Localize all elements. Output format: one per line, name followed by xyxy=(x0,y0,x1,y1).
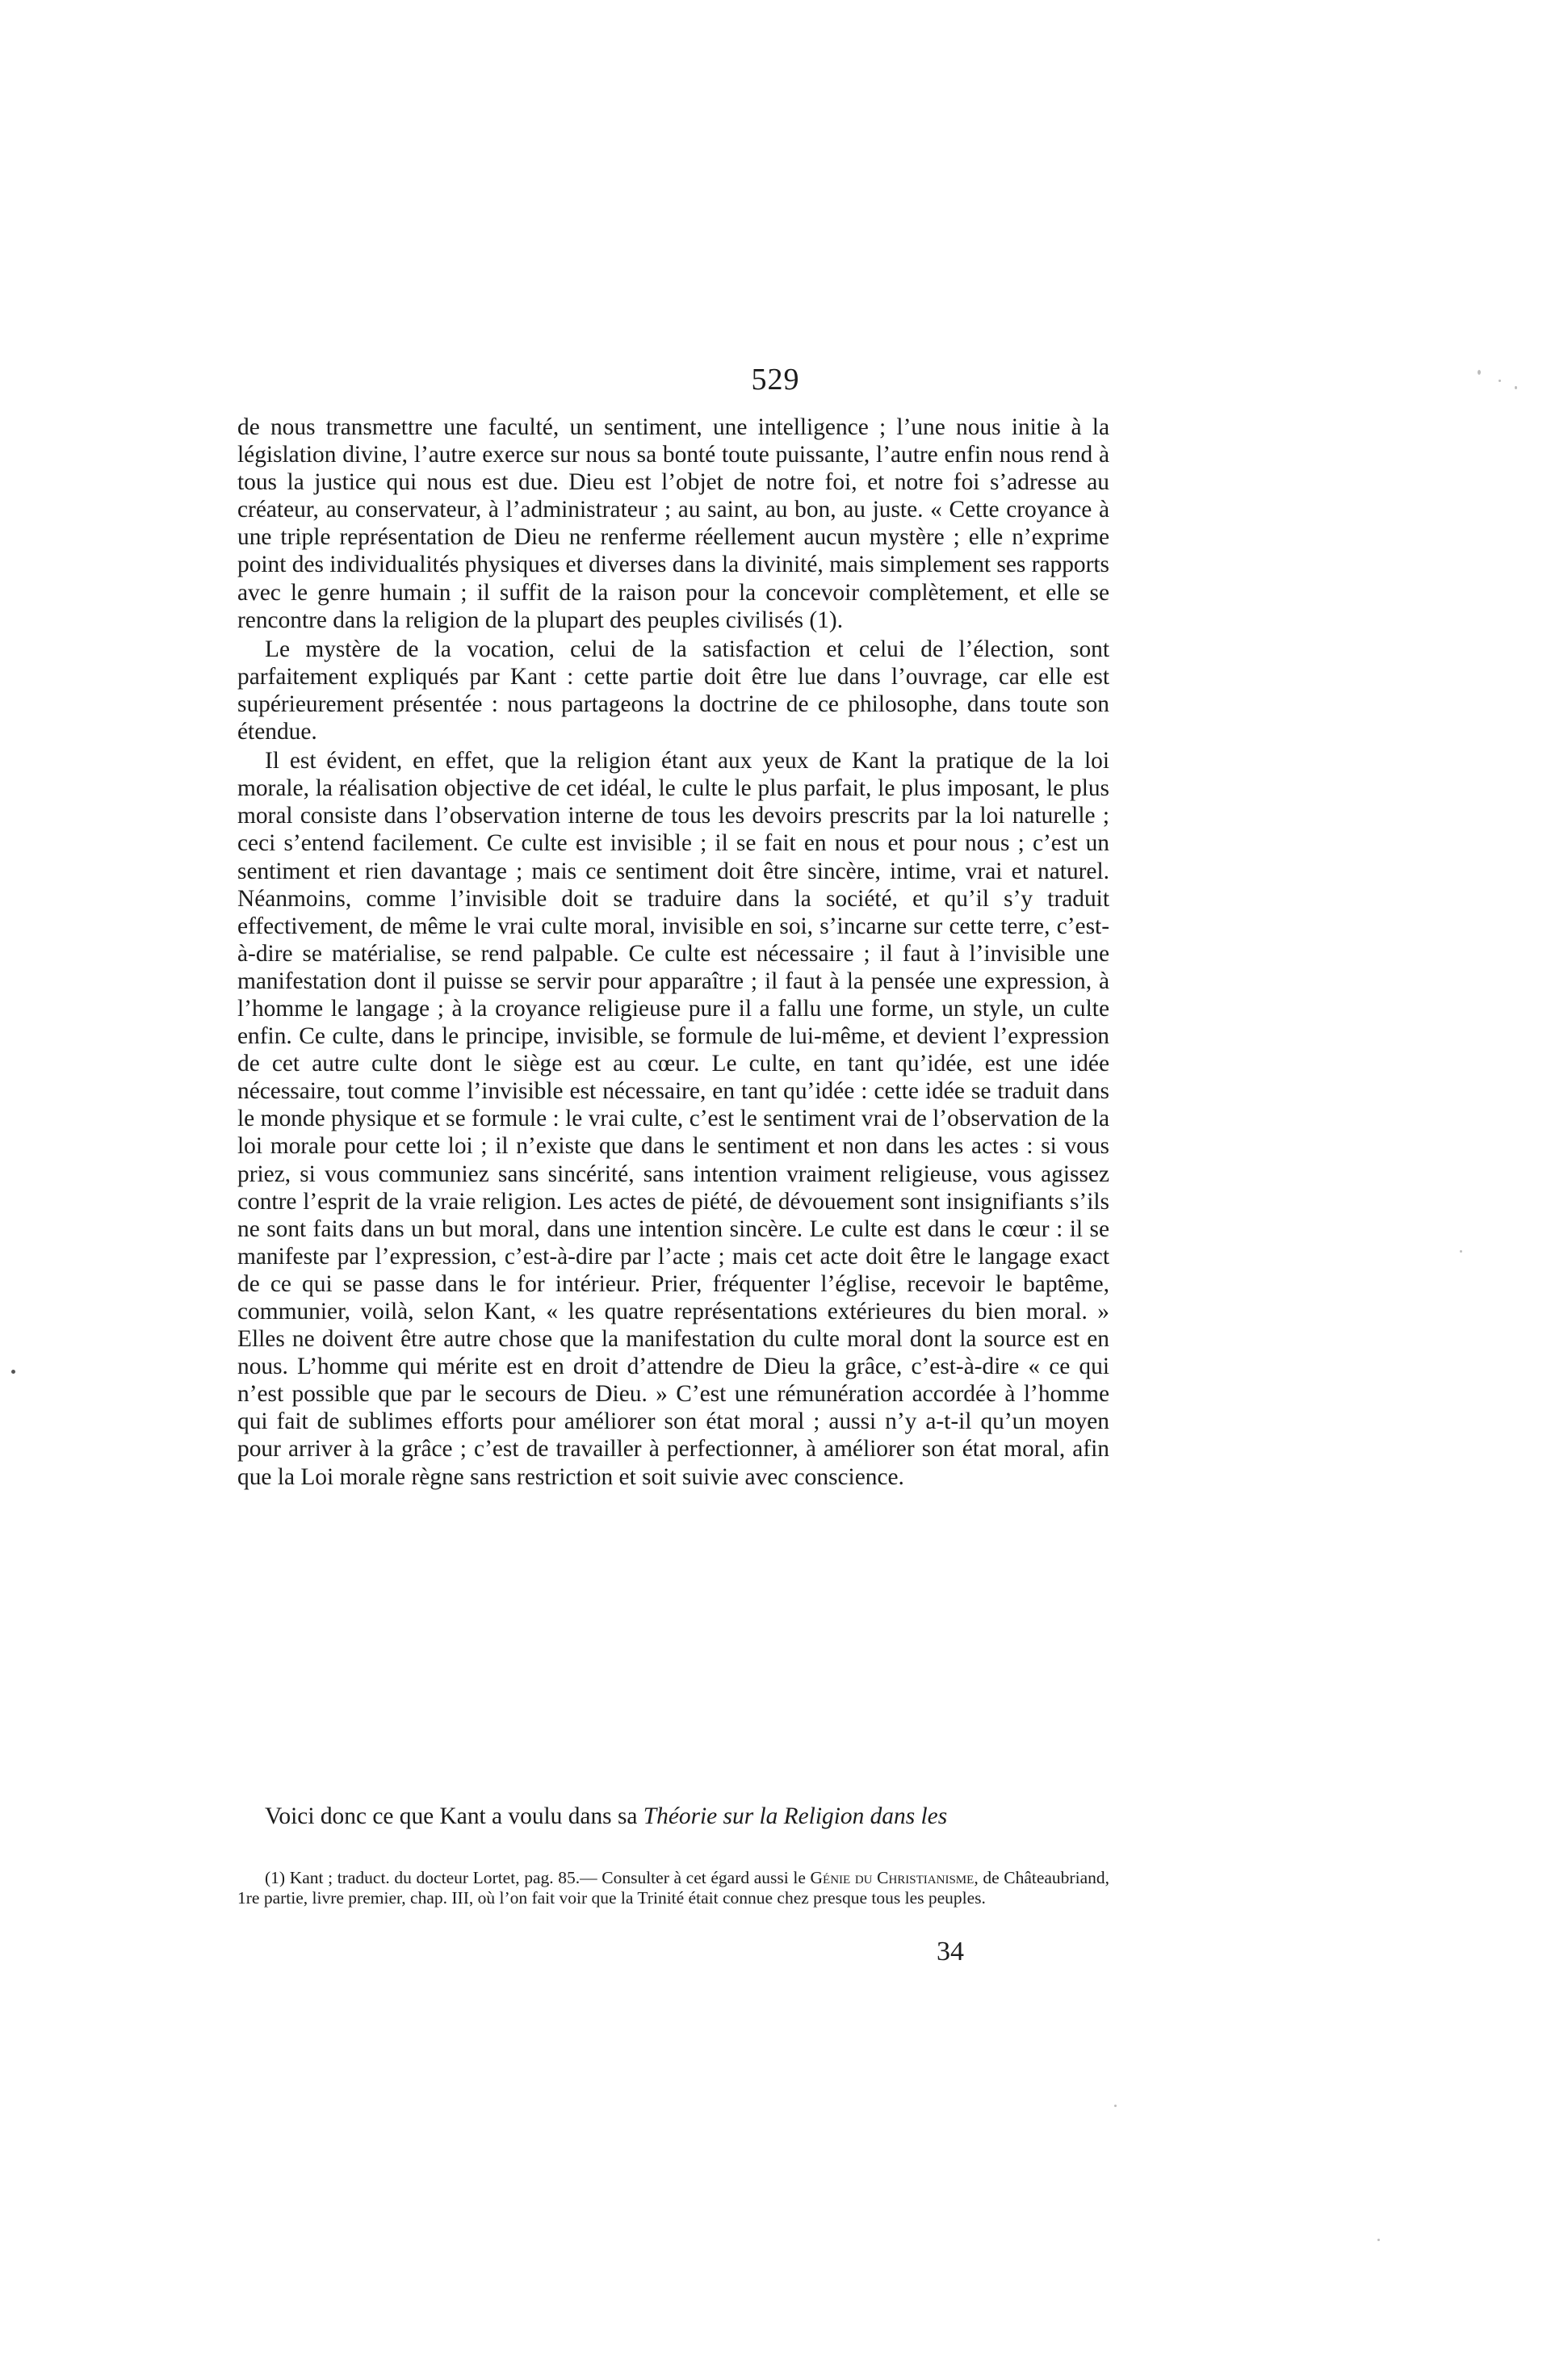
paragraph: Le mystère de la vocation, celui de la satisfaction et celui de l’élection, sont parfaitement expliqués par Kant : cette partie doit être lue dans l’ouvrage, car elle est supérieurement présentée : nous partageons la doctrine de ce philosophe, dans toute son étendue. xyxy=(237,636,1109,745)
footnote-book-title: Génie du Christianisme xyxy=(810,1868,975,1887)
footnote-part: (1) Kant ; traduct. du docteur Lortet, pag. 85.— Consulter à cet égard aussi le xyxy=(265,1868,811,1887)
body-text xyxy=(237,413,1109,1492)
footnote xyxy=(237,1868,1109,1908)
paper-speck xyxy=(11,1370,15,1374)
closing-line xyxy=(237,1803,1109,1830)
closing-italic-title: Théorie sur la Religion dans les xyxy=(643,1803,948,1829)
footnote-text xyxy=(237,1868,1109,1908)
paper-speck xyxy=(1460,1250,1462,1253)
paper-speck xyxy=(1114,2105,1117,2107)
closing-text: Voici donc ce que Kant a voulu dans sa xyxy=(265,1803,643,1829)
footnote-part: , de Châteaubriand, 1re partie, livre premier, chap. III, où l’on fait voir que la Trinité était connue chez presque tous les peuples. xyxy=(237,1868,1109,1908)
paper-speck xyxy=(1478,370,1481,375)
page-number: 529 xyxy=(751,363,800,397)
paper-speck xyxy=(1515,386,1517,389)
paragraph: Il est évident, en effet, que la religion étant aux yeux de Kant la pratique de la loi morale, la réalisation objective de cet idéal, le culte le plus parfait, le plus imposant, le plus moral consiste dans l’observation interne de tous les devoirs prescrits par la loi naturelle ; ceci s’entend facilement. Ce culte est invisible ; il se fait en nous et pour nous ; c’est un sentiment et rien davantage ; mais ce sentiment doit être sincère, intime, vrai et naturel. Néanmoins, comme l’invisible doit se traduire dans la société, et qu’il s’y traduit effectivement, de même le vrai culte moral, invisible en soi, s’incarne sur cette terre, c’est-à-dire se matérialise, se rend palpable. Ce culte est nécessaire ; il faut à l’invisible une manifestation dont il puisse se servir pour apparaître ; il faut à la pensée une expression, à l’homme le langage ; à la croyance religieuse pure il a fallu une forme, un style, un culte enfin. Ce culte, dans le principe, invisible, se formule de lui-même, et devient l’expression de cet autre culte dont le siège est au cœur. Le culte, en tant qu’idée, est une idée nécessaire, tout comme l’invisible est nécessaire, en tant qu’idée : cette idée se traduit dans le monde physique et se formule : le vrai culte, c’est le sentiment vrai de l’observation de la loi morale pour cette loi ; il n’existe que dans le sentiment et non dans les actes : si vous priez, si vous communiez sans sincérité, sans intention vraiment religieuse, vous agissez contre l’esprit de la vraie religion. Les actes de piété, de dévouement sont insignifiants s’ils ne sont faits dans un but moral, dans une intention sincère. Le culte est dans le cœur : il se manifeste par l’expression, c’est-à-dire par l’acte ; mais cet acte doit être le langage exact de ce qui se passe dans le for intérieur. Prier, fréquenter l’église, recevoir le baptême, communier, voilà, selon Kant, « les quatre représentations extérieures du bien moral. » Elles ne doivent être autre chose que la manifestation du culte moral dont la source est en nous. L’homme qui mérite est en droit d’attendre de Dieu la grâce, c’est-à-dire « ce qui n’est possible que par le secours de Dieu. » C’est une rémunération accordée à l’homme qui fait de sublimes efforts pour améliorer son état moral ; aussi n’y a-t-il qu’un moyen pour arriver à la grâce ; c’est de travailler à perfectionner, à améliorer son état moral, afin que la Loi morale règne sans restriction et soit suivie avec conscience. xyxy=(237,748,1109,1490)
paper-speck xyxy=(1377,2239,1380,2241)
paragraph: de nous transmettre une faculté, un sentiment, une intelligence ; l’une nous initie à la législation divine, l’autre exerce sur nous sa bonté toute puissante, l’autre enfin nous rend à tous la justice qui nous est due. Dieu est l’objet de notre foi, et notre foi s’adresse au créateur, au conservateur, à l’administrateur ; au saint, au bon, au juste. « Cette croyance à une triple représentation de Dieu ne renferme réellement aucun mystère ; elle n’exprime point des individualités physiques et diverses dans la divinité, mais simplement ses rapports avec le genre humain ; il suffit de la raison pour la concevoir complètement, et elle se rencontre dans la religion de la plupart des peuples civilisés (1). xyxy=(237,414,1109,633)
signature-mark: 34 xyxy=(937,1937,964,1967)
paper-speck xyxy=(1499,380,1501,382)
